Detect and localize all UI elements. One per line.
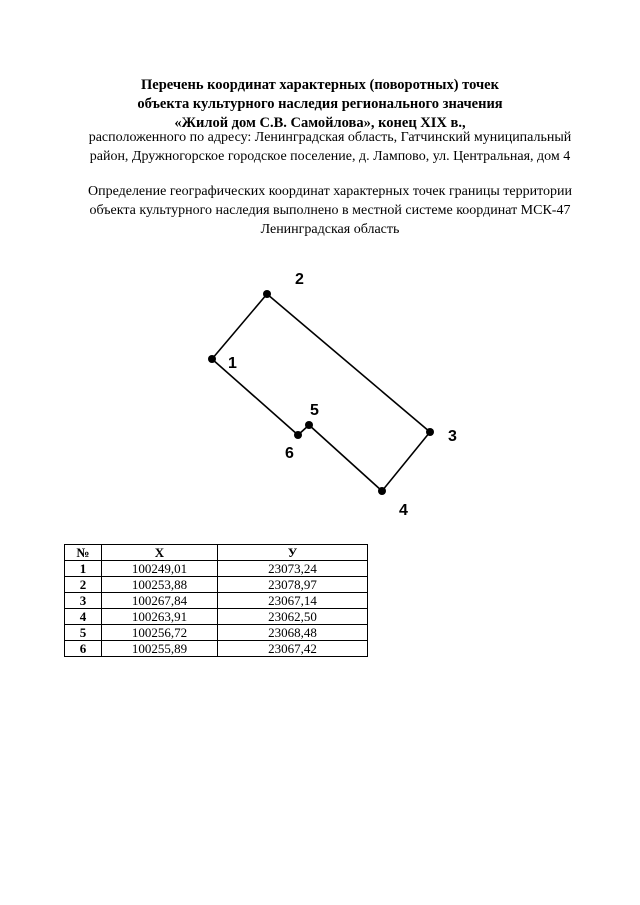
point-2-marker [263,290,271,298]
row-number: 6 [65,641,102,657]
address-line-2: район, Дружногорское городское поселение, д. Лампово, ул. Центральная, дом 4 [89,149,571,164]
row-x: 100256,72 [102,625,218,641]
point-6-marker [294,431,302,439]
row-x: 100249,01 [102,561,218,577]
boundary-outline [212,294,430,491]
point-4-marker [378,487,386,495]
point-5-marker [305,421,313,429]
coordinates-table [64,544,368,657]
description-line-2: объекта культурного наследия выполнено в местной системе координат МСК-47 [89,203,571,218]
row-x: 100255,89 [102,641,218,657]
row-number: 3 [65,593,102,609]
row-x: 100267,84 [102,593,218,609]
table-row [65,593,368,609]
header-y: У [218,545,368,561]
row-x: 100253,88 [102,577,218,593]
header-x: X [102,545,218,561]
description-line-3: Ленинградская область [260,222,400,237]
point-1-marker [208,355,216,363]
table-row [65,577,368,593]
title-line-2: объекта культурного наследия регионального значения [137,96,503,112]
point-2-label: 2 [295,271,304,288]
row-number: 1 [65,561,102,577]
row-x: 100263,91 [102,609,218,625]
row-y: 23068,48 [218,625,368,641]
table-row [65,561,368,577]
row-y: 23078,97 [218,577,368,593]
title-line-3: «Жилой дом С.В. Самойлова», конец XIX в., [174,115,466,131]
title-line-1: Перечень координат характерных (поворотных) точек [141,77,499,93]
header-number: № [65,545,102,561]
point-6-label: 6 [285,445,294,462]
point-5-label: 5 [310,402,319,419]
table-header-row [65,545,368,561]
point-1-label: 1 [228,355,237,372]
table-row [65,609,368,625]
address-line-1: расположенного по адресу: Ленинградская область, Гатчинский муниципальный [88,130,572,145]
point-3-label: 3 [448,428,457,445]
point-labels [228,271,457,519]
row-y: 23073,24 [218,561,368,577]
point-4-label: 4 [399,502,408,519]
row-y: 23067,14 [218,593,368,609]
row-number: 4 [65,609,102,625]
point-3-marker [426,428,434,436]
description-line-1: Определение географических координат характерных точек границы территории [87,184,573,199]
table-row [65,625,368,641]
row-number: 2 [65,577,102,593]
row-number: 5 [65,625,102,641]
point-markers [208,290,434,495]
row-y: 23067,42 [218,641,368,657]
row-y: 23062,50 [218,609,368,625]
table-row [65,641,368,657]
